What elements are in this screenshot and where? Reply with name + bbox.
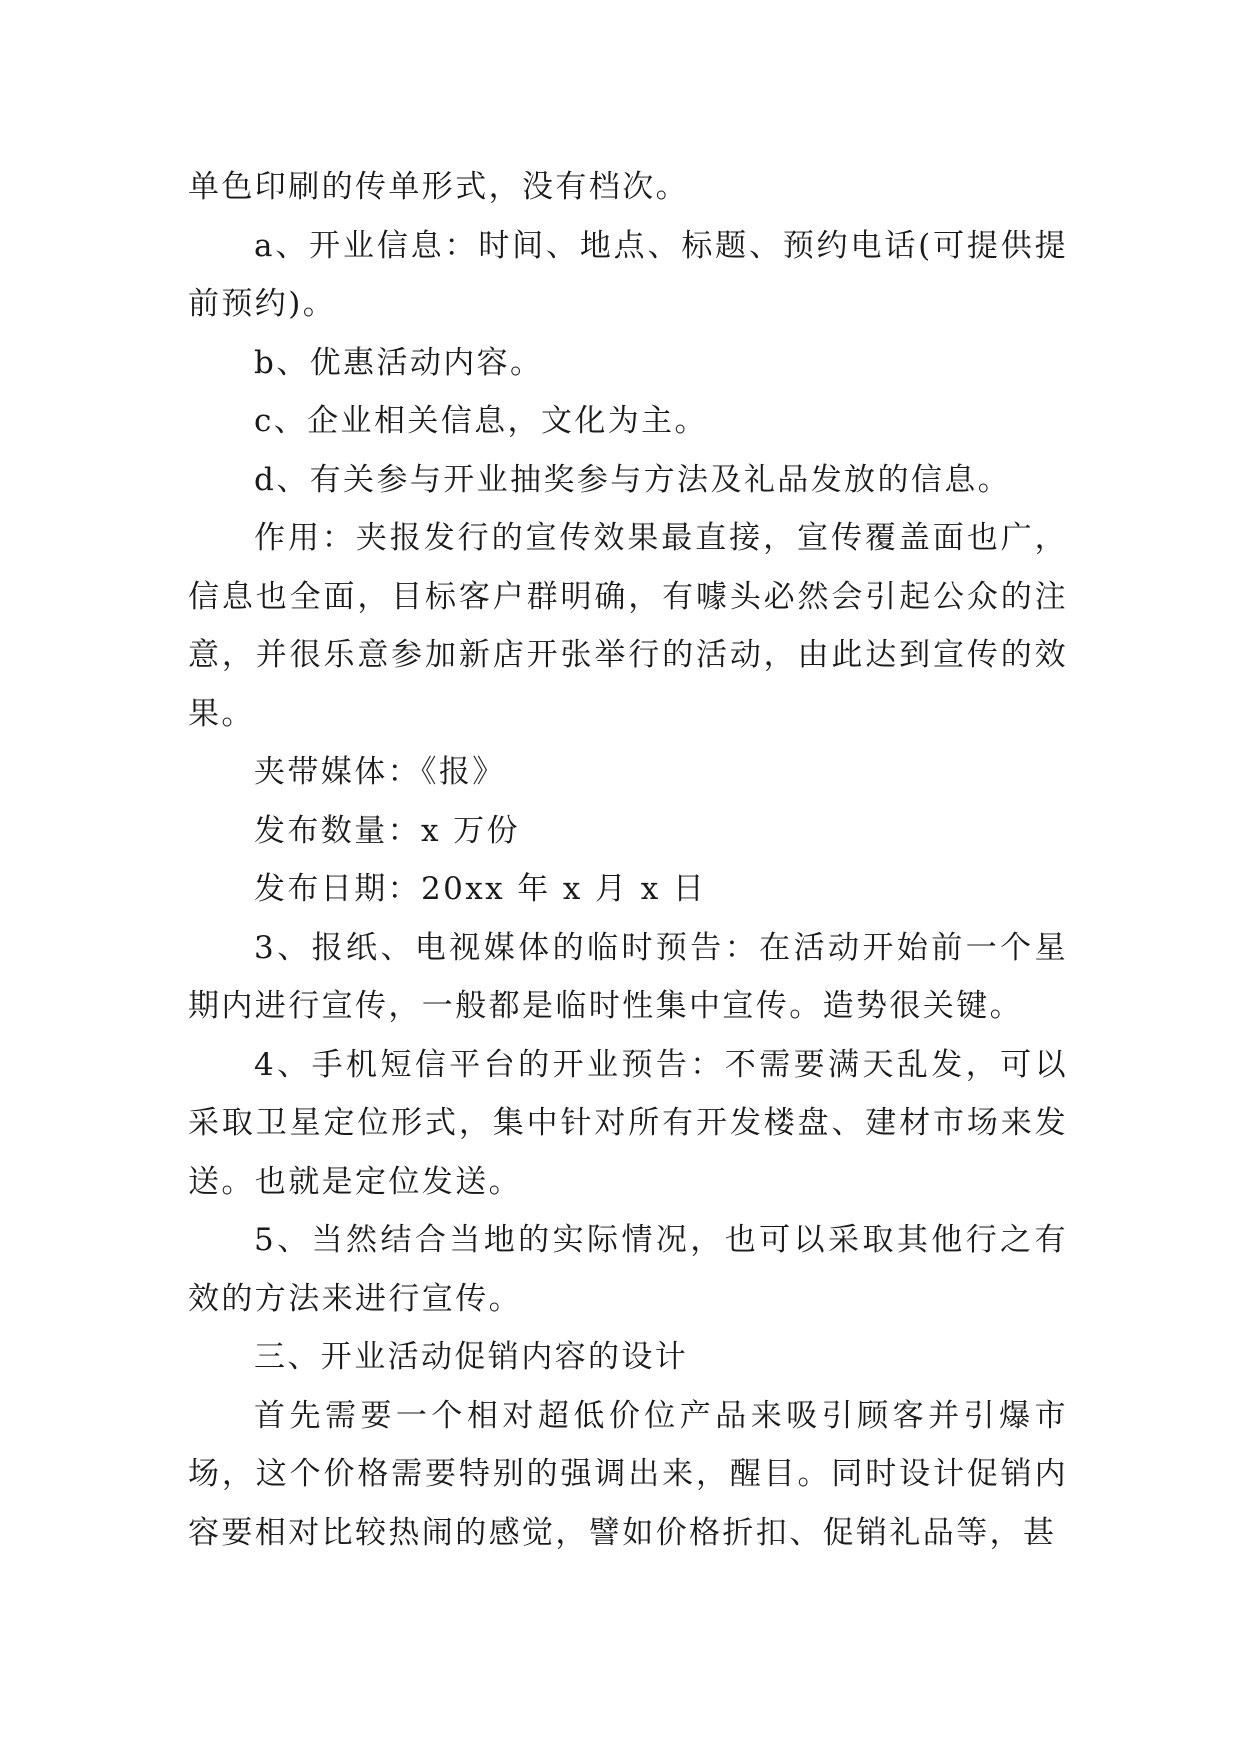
paragraph-effect: 作用：夹报发行的宣传效果最直接，宣传覆盖面也广，信息也全面，目标客户群明确，有噱头必然会引起公众的注意，并很乐意参加新店开张举行的活动，由此达到宣传的效果。 [188,520,1068,732]
paragraph-item-b: b、优惠活动内容。 [254,344,544,381]
document-body [188,158,1068,1562]
paragraph-item-3: 3、报纸、电视媒体的临时预告：在活动开始前一个星期内进行宣传，一般都是临时性集中宣传。造势很关键。 [188,929,1068,1024]
paragraph-item-c: c、企业相关信息，文化为主。 [254,403,708,439]
paragraph-promotion-design: 首先需要一个相对超低价位产品来吸引顾客并引爆市场，这个价格需要特别的强调出来，醒目。同时设计促销内容要相对比较热闹的感觉，譬如价格折扣、促销礼品等，甚 [188,1397,1068,1551]
section-heading-promotion: 三、开业活动促销内容的设计 [254,1339,689,1375]
paragraph-item-d: d、有关参与开业抽奖参与方法及礼品发放的信息。 [254,461,1012,498]
paragraph-media: 夹带媒体：《报》 [254,754,506,790]
paragraph-flyer-format: 单色印刷的传单形式，没有档次。 [188,169,689,205]
paragraph-item-4: 4、手机短信平台的开业预告：不需要满天乱发，可以采取卫星定位形式，集中针对所有开发楼盘、建材市场来发送。也就是定位发送。 [188,1046,1068,1200]
paragraph-quantity: 发布数量：x 万份 [254,812,520,849]
paragraph-date: 发布日期：20xx 年 x 月 x 日 [254,871,707,907]
paragraph-item-a: a、开业信息：时间、地点、标题、预约电话(可提供提前预约)。 [188,227,1068,322]
paragraph-item-5: 5、当然结合当地的实际情况，也可以采取其他行之有效的方法来进行宣传。 [188,1222,1068,1317]
